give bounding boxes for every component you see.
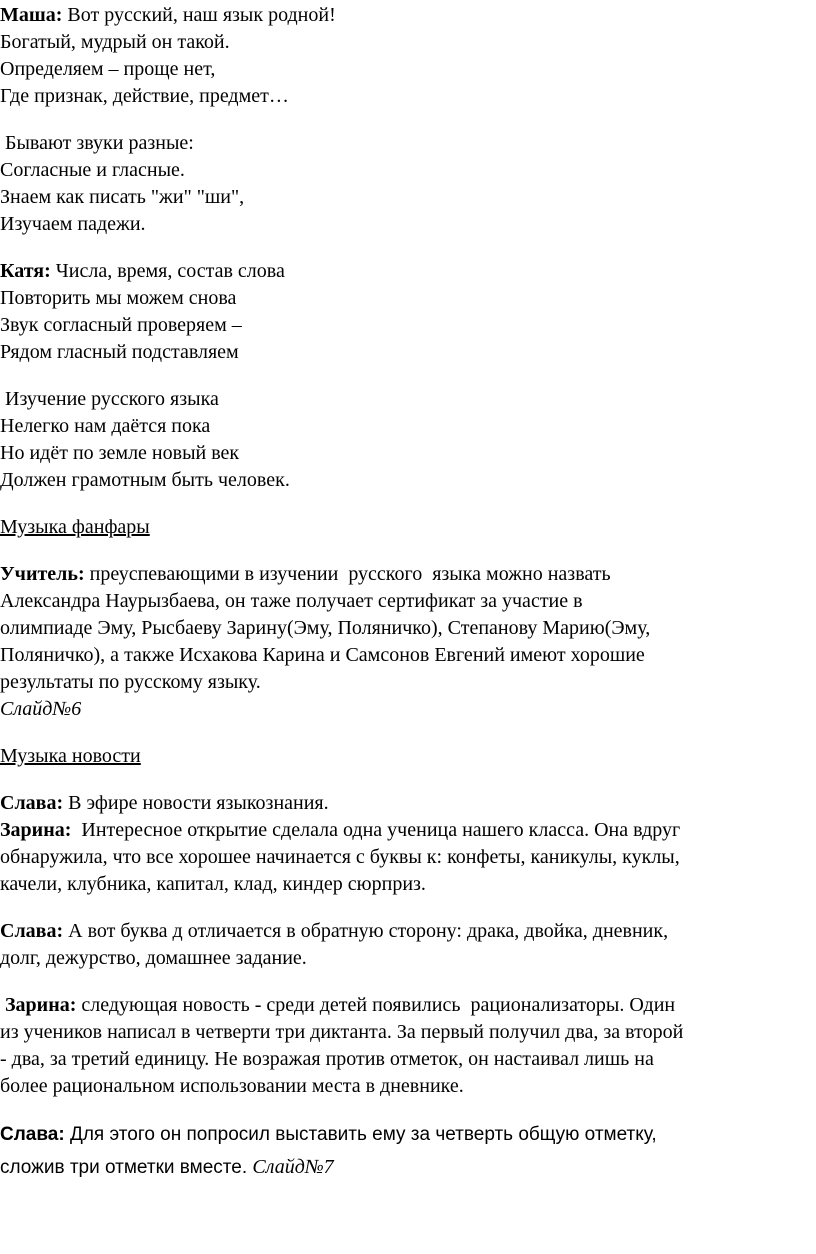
stanza-3-line-3: Звук согласный проверяем – — [0, 314, 242, 336]
stanza-3-line-1: Катя: Числа, время, состав слова — [0, 260, 285, 282]
speaker-zarina: Зарина: — [0, 819, 72, 841]
speaker-slava: Слава: — [0, 1124, 65, 1145]
stage-cue-fanfare: Музыка фанфары — [0, 516, 150, 538]
stanza-2-line-4: Изучаем падежи. — [0, 213, 146, 235]
stanza-1-line-3: Определяем – проще нет, — [0, 58, 216, 80]
slide-label-6: Слайд№6 — [0, 698, 82, 720]
stanza-3 — [0, 258, 802, 366]
stanza-2-line-2: Согласные и гласные. — [0, 159, 185, 181]
slava-paragraph-1: Слава: В эфире новости языкознания. — [0, 792, 329, 814]
speaker-teacher: Учитель: — [0, 563, 85, 585]
stanza-2 — [0, 130, 802, 238]
zarina-paragraph-1: Зарина: Интересное открытие сделала одна ученица нашего класса. Она вдруг обнаружила, что все хорошее начинается с буквы к: конфеты, каникулы, куклы, качели, клубника, капитал, клад, киндер сюрприз. — [0, 819, 681, 895]
stanza-4-line-3: Но идёт по земле новый век — [0, 442, 240, 464]
slava-paragraph-2: Слава: А вот буква д отличается в обратную сторону: драка, двойка, дневник, долг, дежурство, домашнее задание. — [0, 920, 669, 969]
stanza-1 — [0, 2, 802, 110]
speaker-katya: Катя: — [0, 260, 51, 282]
stanza-3-line-4: Рядом гласный подставляем — [0, 341, 239, 363]
teacher-paragraph: Учитель: преуспевающими в изучении русского языка можно назвать Александра Наурызбаева, он таже получает сертификат за участие в олимпиаде Эму, Рысбаеву Зарину(Эму, Поляничко), Степанову Марию(Эму, Поляничко), а также Исхакова Карина и Самсонов Евгений имеют хорошие результаты по русскому языку. Слайд№6 — [0, 561, 802, 723]
speaker-masha: Маша: — [0, 4, 63, 26]
slava-paragraph-3: Слава: Для этого он попросил выставить ему за четверть общую отметку, сложив три отметки вместе. Слайд№7 — [0, 1124, 657, 1178]
stanza-4-line-2: Нелегко нам даётся пока — [0, 415, 211, 437]
stanza-2-line-1: Бывают звуки разные: — [0, 132, 194, 154]
speaker-slava: Слава: — [0, 920, 64, 942]
stanza-4 — [0, 386, 802, 494]
stanza-1-line-1: Маша: Вот русский, наш язык родной! — [0, 4, 336, 26]
zarina-paragraph-2: Зарина: следующая новость - среди детей появились рационализаторы. Один из учеников написал в четверти три диктанта. За первый получил два, за второй - два, за третий единицу. Не возражая против отметок, он настаивал лишь на более рациональном использовании места в дневнике. — [0, 994, 684, 1097]
stanza-3-line-2: Повторить мы можем снова — [0, 287, 237, 309]
speaker-slava: Слава: — [0, 792, 64, 814]
stanza-1-line-2: Богатый, мудрый он такой. — [0, 31, 230, 53]
stage-cue-news: Музыка новости — [0, 745, 141, 767]
stanza-4-line-1: Изучение русского языка — [0, 388, 219, 410]
slide-label-7: Слайд№7 — [252, 1156, 334, 1178]
stanza-2-line-3: Знаем как писать "жи" "ши", — [0, 186, 245, 208]
stanza-1-line-4: Где признак, действие, предмет… — [0, 85, 289, 107]
stanza-4-line-4: Должен грамотным быть человек. — [0, 469, 290, 491]
speaker-zarina: Зарина: — [5, 994, 77, 1016]
